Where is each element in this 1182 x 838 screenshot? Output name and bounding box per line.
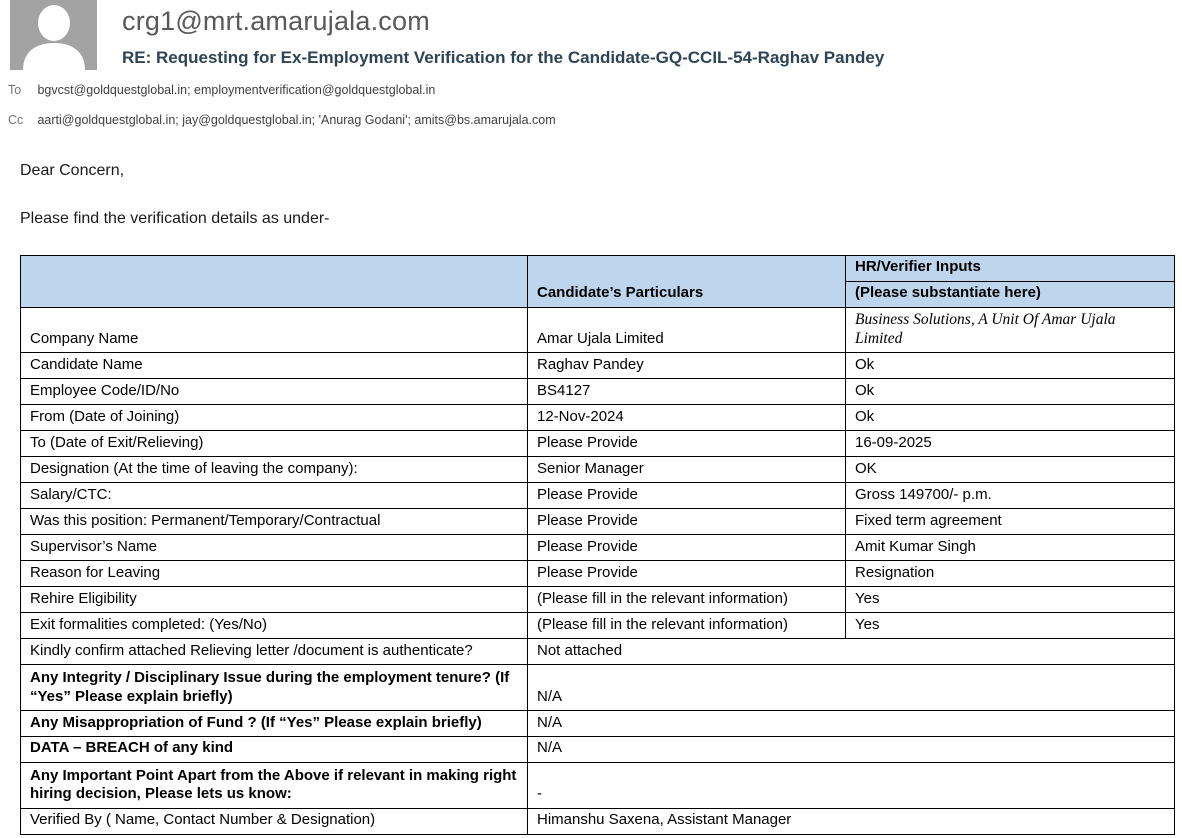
row-verifier: Fixed term agreement: [846, 509, 1175, 535]
table-row: [21, 509, 1175, 535]
row-label: From (Date of Joining): [21, 405, 528, 431]
row-label: Verified By ( Name, Contact Number & Designation): [21, 809, 528, 835]
row-label: Any Misappropriation of Fund ? (If “Yes” Please explain briefly): [21, 711, 528, 737]
table-row: [21, 711, 1175, 737]
row-label: To (Date of Exit/Relieving): [21, 431, 528, 457]
row-particulars: N/A: [528, 665, 1175, 711]
row-label: Salary/CTC:: [21, 483, 528, 509]
header-hr-verifier-inputs: HR/Verifier Inputs: [846, 256, 1175, 282]
table-row: [21, 483, 1175, 509]
verification-table: [20, 255, 1175, 835]
row-verifier: OK: [846, 457, 1175, 483]
row-verifier: Amit Kumar Singh: [846, 535, 1175, 561]
to-row: [8, 83, 435, 97]
table-header-row: [21, 256, 1175, 282]
table-row: [21, 431, 1175, 457]
row-verifier: Ok: [846, 405, 1175, 431]
table-row: [21, 639, 1175, 665]
row-particulars: (Please fill in the relevant information): [528, 613, 846, 639]
row-verifier: Yes: [846, 613, 1175, 639]
row-label: Company Name: [21, 307, 528, 353]
row-label: Any Integrity / Disciplinary Issue during the employment tenure? (If “Yes” Please explain briefly): [21, 665, 528, 711]
table-row: [21, 809, 1175, 835]
row-particulars: Amar Ujala Limited: [528, 307, 846, 353]
greeting-text: Dear Concern,: [20, 162, 125, 179]
row-verifier: Business Solutions, A Unit Of Amar Ujala Limited: [846, 307, 1175, 353]
header-substantiate: (Please substantiate here): [846, 281, 1175, 307]
row-particulars: N/A: [528, 737, 1175, 763]
row-verifier: Gross 149700/- p.m.: [846, 483, 1175, 509]
row-particulars: Please Provide: [528, 483, 846, 509]
table-row: [21, 353, 1175, 379]
row-particulars: BS4127: [528, 379, 846, 405]
row-particulars: Please Provide: [528, 561, 846, 587]
table-row: [21, 535, 1175, 561]
row-particulars: Please Provide: [528, 535, 846, 561]
table-row: [21, 587, 1175, 613]
header-candidate-particulars: Candidate’s Particulars: [528, 256, 846, 308]
row-verifier: Resignation: [846, 561, 1175, 587]
intro-text: Please find the verification details as under-: [20, 210, 330, 227]
row-particulars: Please Provide: [528, 431, 846, 457]
row-label: DATA – BREACH of any kind: [21, 737, 528, 763]
row-label: Supervisor’s Name: [21, 535, 528, 561]
row-label: Was this position: Permanent/Temporary/Contractual: [21, 509, 528, 535]
table-row: [21, 379, 1175, 405]
cc-row: [8, 113, 556, 127]
row-verifier: Yes: [846, 587, 1175, 613]
row-particulars: Senior Manager: [528, 457, 846, 483]
row-particulars: Please Provide: [528, 509, 846, 535]
to-label: To: [8, 83, 22, 97]
row-particulars: 12-Nov-2024: [528, 405, 846, 431]
person-icon: [10, 0, 97, 70]
table-row: [21, 737, 1175, 763]
row-label: Candidate Name: [21, 353, 528, 379]
sender-avatar: [10, 0, 97, 70]
table-row: [21, 561, 1175, 587]
row-verifier: 16-09-2025: [846, 431, 1175, 457]
cc-label: Cc: [8, 113, 24, 127]
table-row: [21, 457, 1175, 483]
row-label: Employee Code/ID/No: [21, 379, 528, 405]
table-row: [21, 405, 1175, 431]
row-particulars: (Please fill in the relevant information): [528, 587, 846, 613]
table-row: [21, 763, 1175, 809]
row-particulars: N/A: [528, 711, 1175, 737]
row-label: Reason for Leaving: [21, 561, 528, 587]
sender-email[interactable]: crg1@mrt.amarujala.com: [122, 6, 430, 36]
to-recipients[interactable]: bgvcst@goldquestglobal.in; employmentverification@goldquestglobal.in: [37, 83, 436, 97]
row-verifier: Ok: [846, 379, 1175, 405]
table-row: [21, 665, 1175, 711]
row-label: Kindly confirm attached Relieving letter /document is authenticate?: [21, 639, 528, 665]
row-label: Exit formalities completed: (Yes/No): [21, 613, 528, 639]
table-row: [21, 613, 1175, 639]
header-blank-cell: [21, 256, 528, 308]
row-label: Any Important Point Apart from the Above if relevant in making right hiring decision, Please lets us know:: [21, 763, 528, 809]
row-particulars: -: [528, 763, 1175, 809]
row-particulars: Not attached: [528, 639, 1175, 665]
row-verifier: Ok: [846, 353, 1175, 379]
row-label: Rehire Eligibility: [21, 587, 528, 613]
row-particulars: Raghav Pandey: [528, 353, 846, 379]
table-row: [21, 307, 1175, 353]
email-subject: RE: Requesting for Ex-Employment Verification for the Candidate-GQ-CCIL-54-Raghav Pandey: [122, 48, 885, 67]
cc-recipients[interactable]: aarti@goldquestglobal.in; jay@goldquestglobal.in; 'Anurag Godani'; amits@bs.amarujala.com: [37, 113, 556, 127]
row-particulars: Himanshu Saxena, Assistant Manager: [528, 809, 1175, 835]
row-label: Designation (At the time of leaving the company):: [21, 457, 528, 483]
